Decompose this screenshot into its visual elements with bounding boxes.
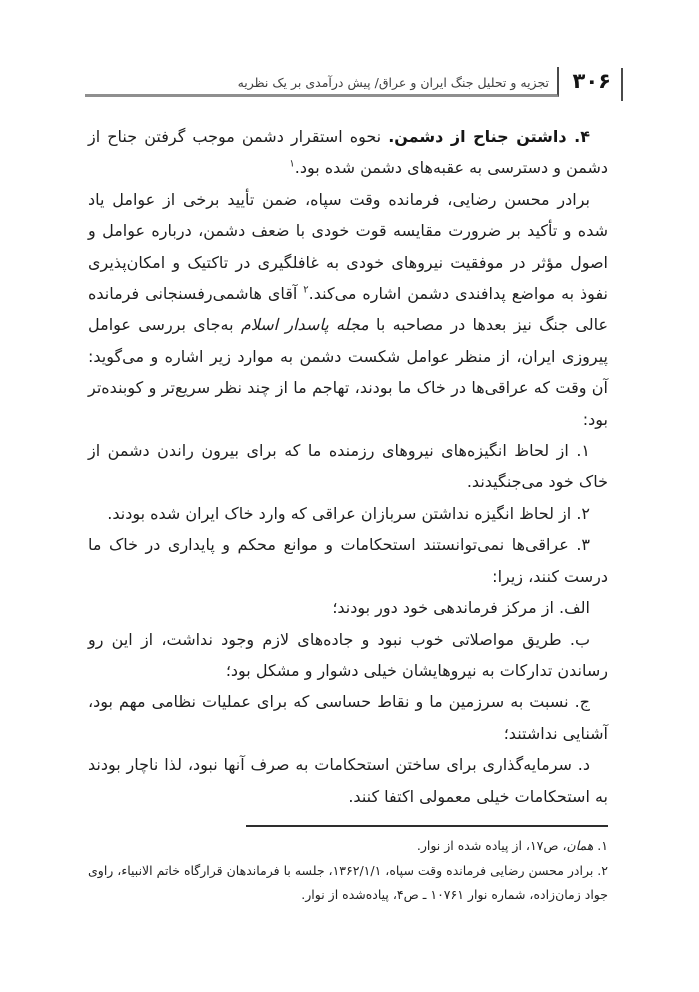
footnote-1 (88, 834, 608, 859)
footnote-separator (246, 825, 608, 827)
list-item-3: ۳. عراقی‌ها نمی‌توانستند استحکامات و موانع محکم و پایداری در خاک ما درست کنند، زیرا: (88, 535, 608, 586)
paragraph-rezaei (88, 184, 608, 435)
paragraph-flank-heading: ۴. داشتن جناح از دشمن. (388, 127, 590, 146)
paragraph-rezaei-text: برادر محسن رضایی، فرمانده وقت سپاه، ضمن تأیید برخی از عوامل یاد شده و تأکید بر ضرورت مقایسه قوت خودی با ضعف دشمن، درباره عوامل و اصول مؤثر در موفقیت نیروهای خودی به غافلگیری در تاکتیک و امکان‌پذیری نفوذ به مواضع پدافندی دشمن اشاره می‌کند. (88, 189, 608, 304)
journal-name: مجله پاسدار اسلام (240, 315, 369, 335)
footnote-ref-2: ۲ (303, 284, 309, 296)
sub-item-dal: د. سرمایه‌گذاری برای ساختن استحکامات به صرف آنها نبود، لذا ناچار بودند به استحکامات خیلی معمولی اکتفا کنند. (88, 755, 608, 806)
footnote-1-source: همان (566, 838, 594, 853)
footnote-1-number: ۱. (593, 838, 608, 853)
sub-item-be: ب. طریق مواصلاتی خوب نبود و جاده‌های لازم وجود نداشت، از این رو رساندن تدارکات به نیروهایشان خیلی دشوار و مشکل بود؛ (88, 629, 608, 680)
list-item-1: ۱. از لحاظ انگیزه‌های نیروهای رزمنده ما که برای بیرون راندن دشمن از خاک خود می‌جنگیدند. (88, 441, 608, 492)
paragraph-flank (88, 121, 608, 184)
footnote-2: ۲. برادر محسن رضایی فرمانده وقت سپاه، ۱۳۶۲/۱/۱، جلسه با فرماندهان قرارگاه خاتم الانبیاء، راوی جواد زمان‌زاده، شماره نوار ۱۰۷۶۱ ـ ص۴، پیاده‌شده از نوار. (88, 862, 608, 902)
paragraph-hashemi-text: آقای هاشمی‌رفسنجانی فرمانده عالی جنگ نیز بعدها در مصاحبه با (88, 284, 609, 335)
paragraph-flank-text: نحوه استقرار دشمن موجب گرفتن جناح از دشمن و دسترسی به عقبه‌های دشمن شده بود. (88, 127, 608, 178)
footnote-ref-1: ۱ (289, 159, 295, 171)
footnote-1-text: ، ص۱۷، از پیاده شده از نوار. (416, 838, 567, 853)
header-outer-bar (621, 68, 623, 101)
page-number: ۳۰۶ (572, 69, 611, 93)
sub-item-jim: ج. نسبت به سرزمین ما و نقاط حساسی که برای عملیات نظامی مهم بود، آشنایی نداشتند؛ (88, 692, 608, 743)
running-head: تجزیه و تحلیل جنگ ایران و عراق/ پیش درآمدی بر یک نظریه (237, 75, 549, 90)
header-title-box (85, 67, 559, 97)
page-body (88, 121, 608, 812)
list-item-2: ۲. از لحاظ انگیزه نداشتن سربازان عراقی که وارد خاک ایران شده بودند. (107, 503, 590, 523)
sub-item-alef: الف. از مرکز فرماندهی خود دور بودند؛ (332, 598, 590, 618)
paragraph-hashemi-rest: به‌جای بررسی عوامل پیروزی ایران، از منظر عوامل شکست دشمن به موارد زیر اشاره و می‌گوید: آن وقت که عراقی‌ها در خاک ما بودند، تهاجم ما از چند نظر سریع‌تر و کوبنده‌تر بود: (88, 315, 608, 429)
footnotes-section (88, 825, 608, 908)
